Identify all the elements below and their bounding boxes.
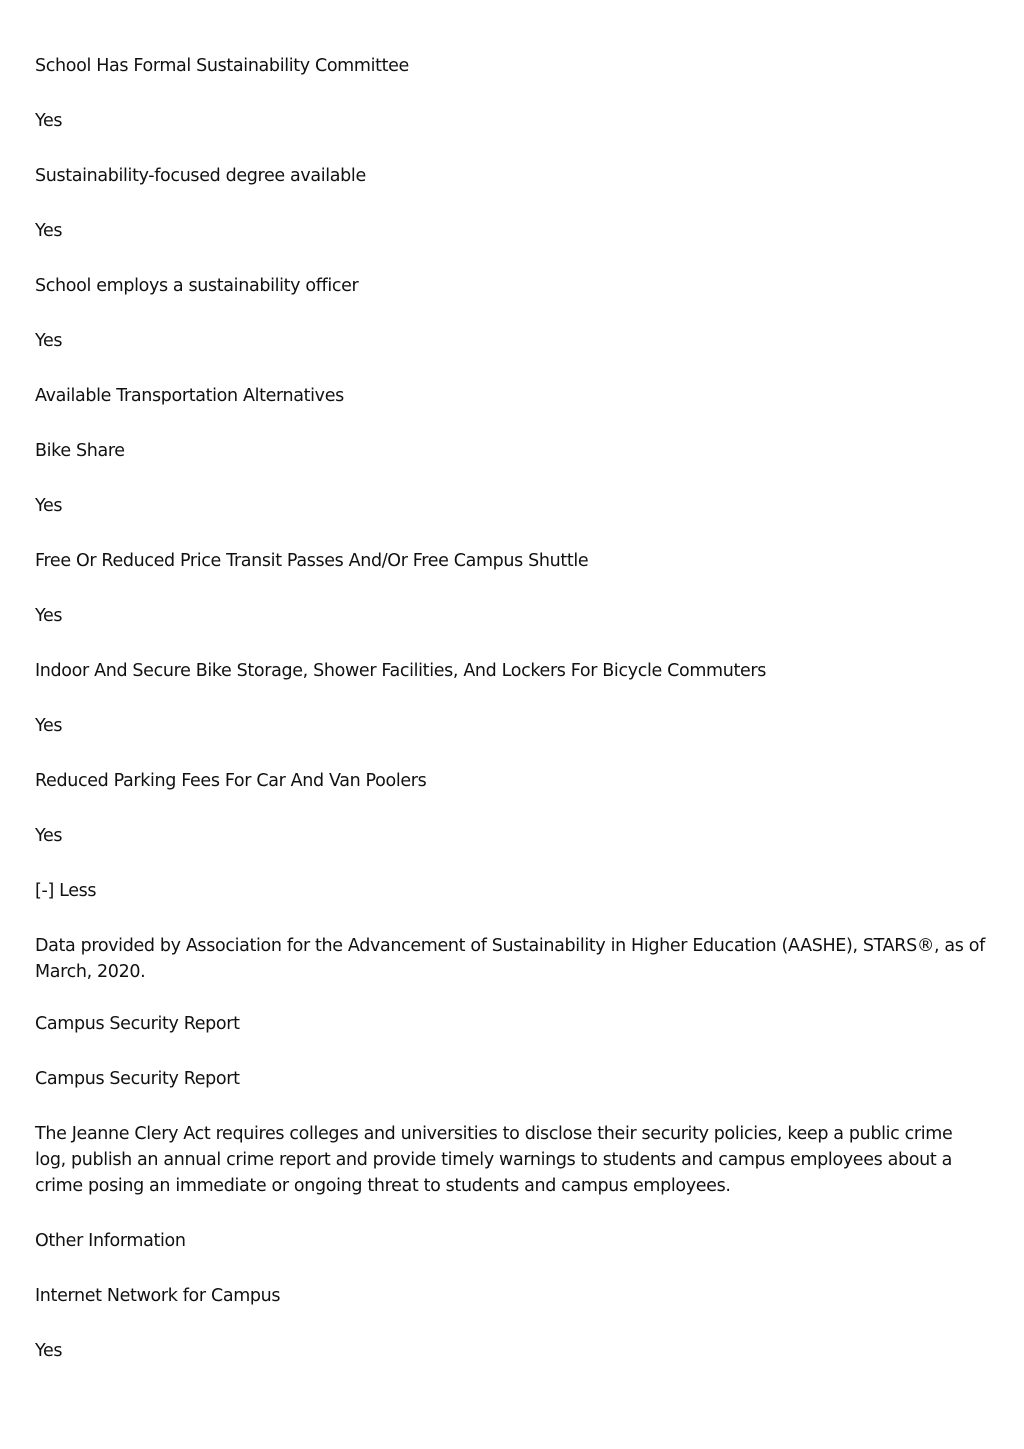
- less-toggle-link[interactable]: [-] Less: [35, 881, 97, 901]
- committee-label: School Has Formal Sustainability Committee: [35, 56, 409, 76]
- other-info-heading: Other Information: [35, 1231, 186, 1251]
- document-content: [35, 53, 985, 1364]
- parking-value: Yes: [35, 826, 63, 846]
- source-note: Data provided by Association for the Advancement of Sustainability in Higher Education (AASHE), STARS®, as of March, 2020.: [35, 936, 985, 982]
- internet-label: Internet Network for Campus: [35, 1286, 281, 1306]
- bike-share-value: Yes: [35, 496, 63, 516]
- officer-value: Yes: [35, 331, 63, 351]
- committee-value: Yes: [35, 111, 63, 131]
- transit-label: Free Or Reduced Price Transit Passes And/Or Free Campus Shuttle: [35, 551, 589, 571]
- transport-heading: Available Transportation Alternatives: [35, 386, 344, 406]
- bike-share-label: Bike Share: [35, 441, 125, 461]
- bike-storage-label: Indoor And Secure Bike Storage, Shower Facilities, And Lockers For Bicycle Commuters: [35, 661, 767, 681]
- bike-storage-value: Yes: [35, 716, 63, 736]
- transit-value: Yes: [35, 606, 63, 626]
- internet-value: Yes: [35, 1341, 63, 1361]
- officer-label: School employs a sustainability officer: [35, 276, 359, 296]
- degree-value: Yes: [35, 221, 63, 241]
- degree-label: Sustainability-focused degree available: [35, 166, 366, 186]
- security-subheading: Campus Security Report: [35, 1069, 240, 1089]
- parking-label: Reduced Parking Fees For Car And Van Poolers: [35, 771, 427, 791]
- security-description: The Jeanne Clery Act requires colleges and universities to disclose their security policies, keep a public crime log, publish an annual crime report and provide timely warnings to students and campus employees about a crime posing an immediate or ongoing threat to students and campus employees.: [35, 1124, 953, 1196]
- security-heading: Campus Security Report: [35, 1014, 240, 1034]
